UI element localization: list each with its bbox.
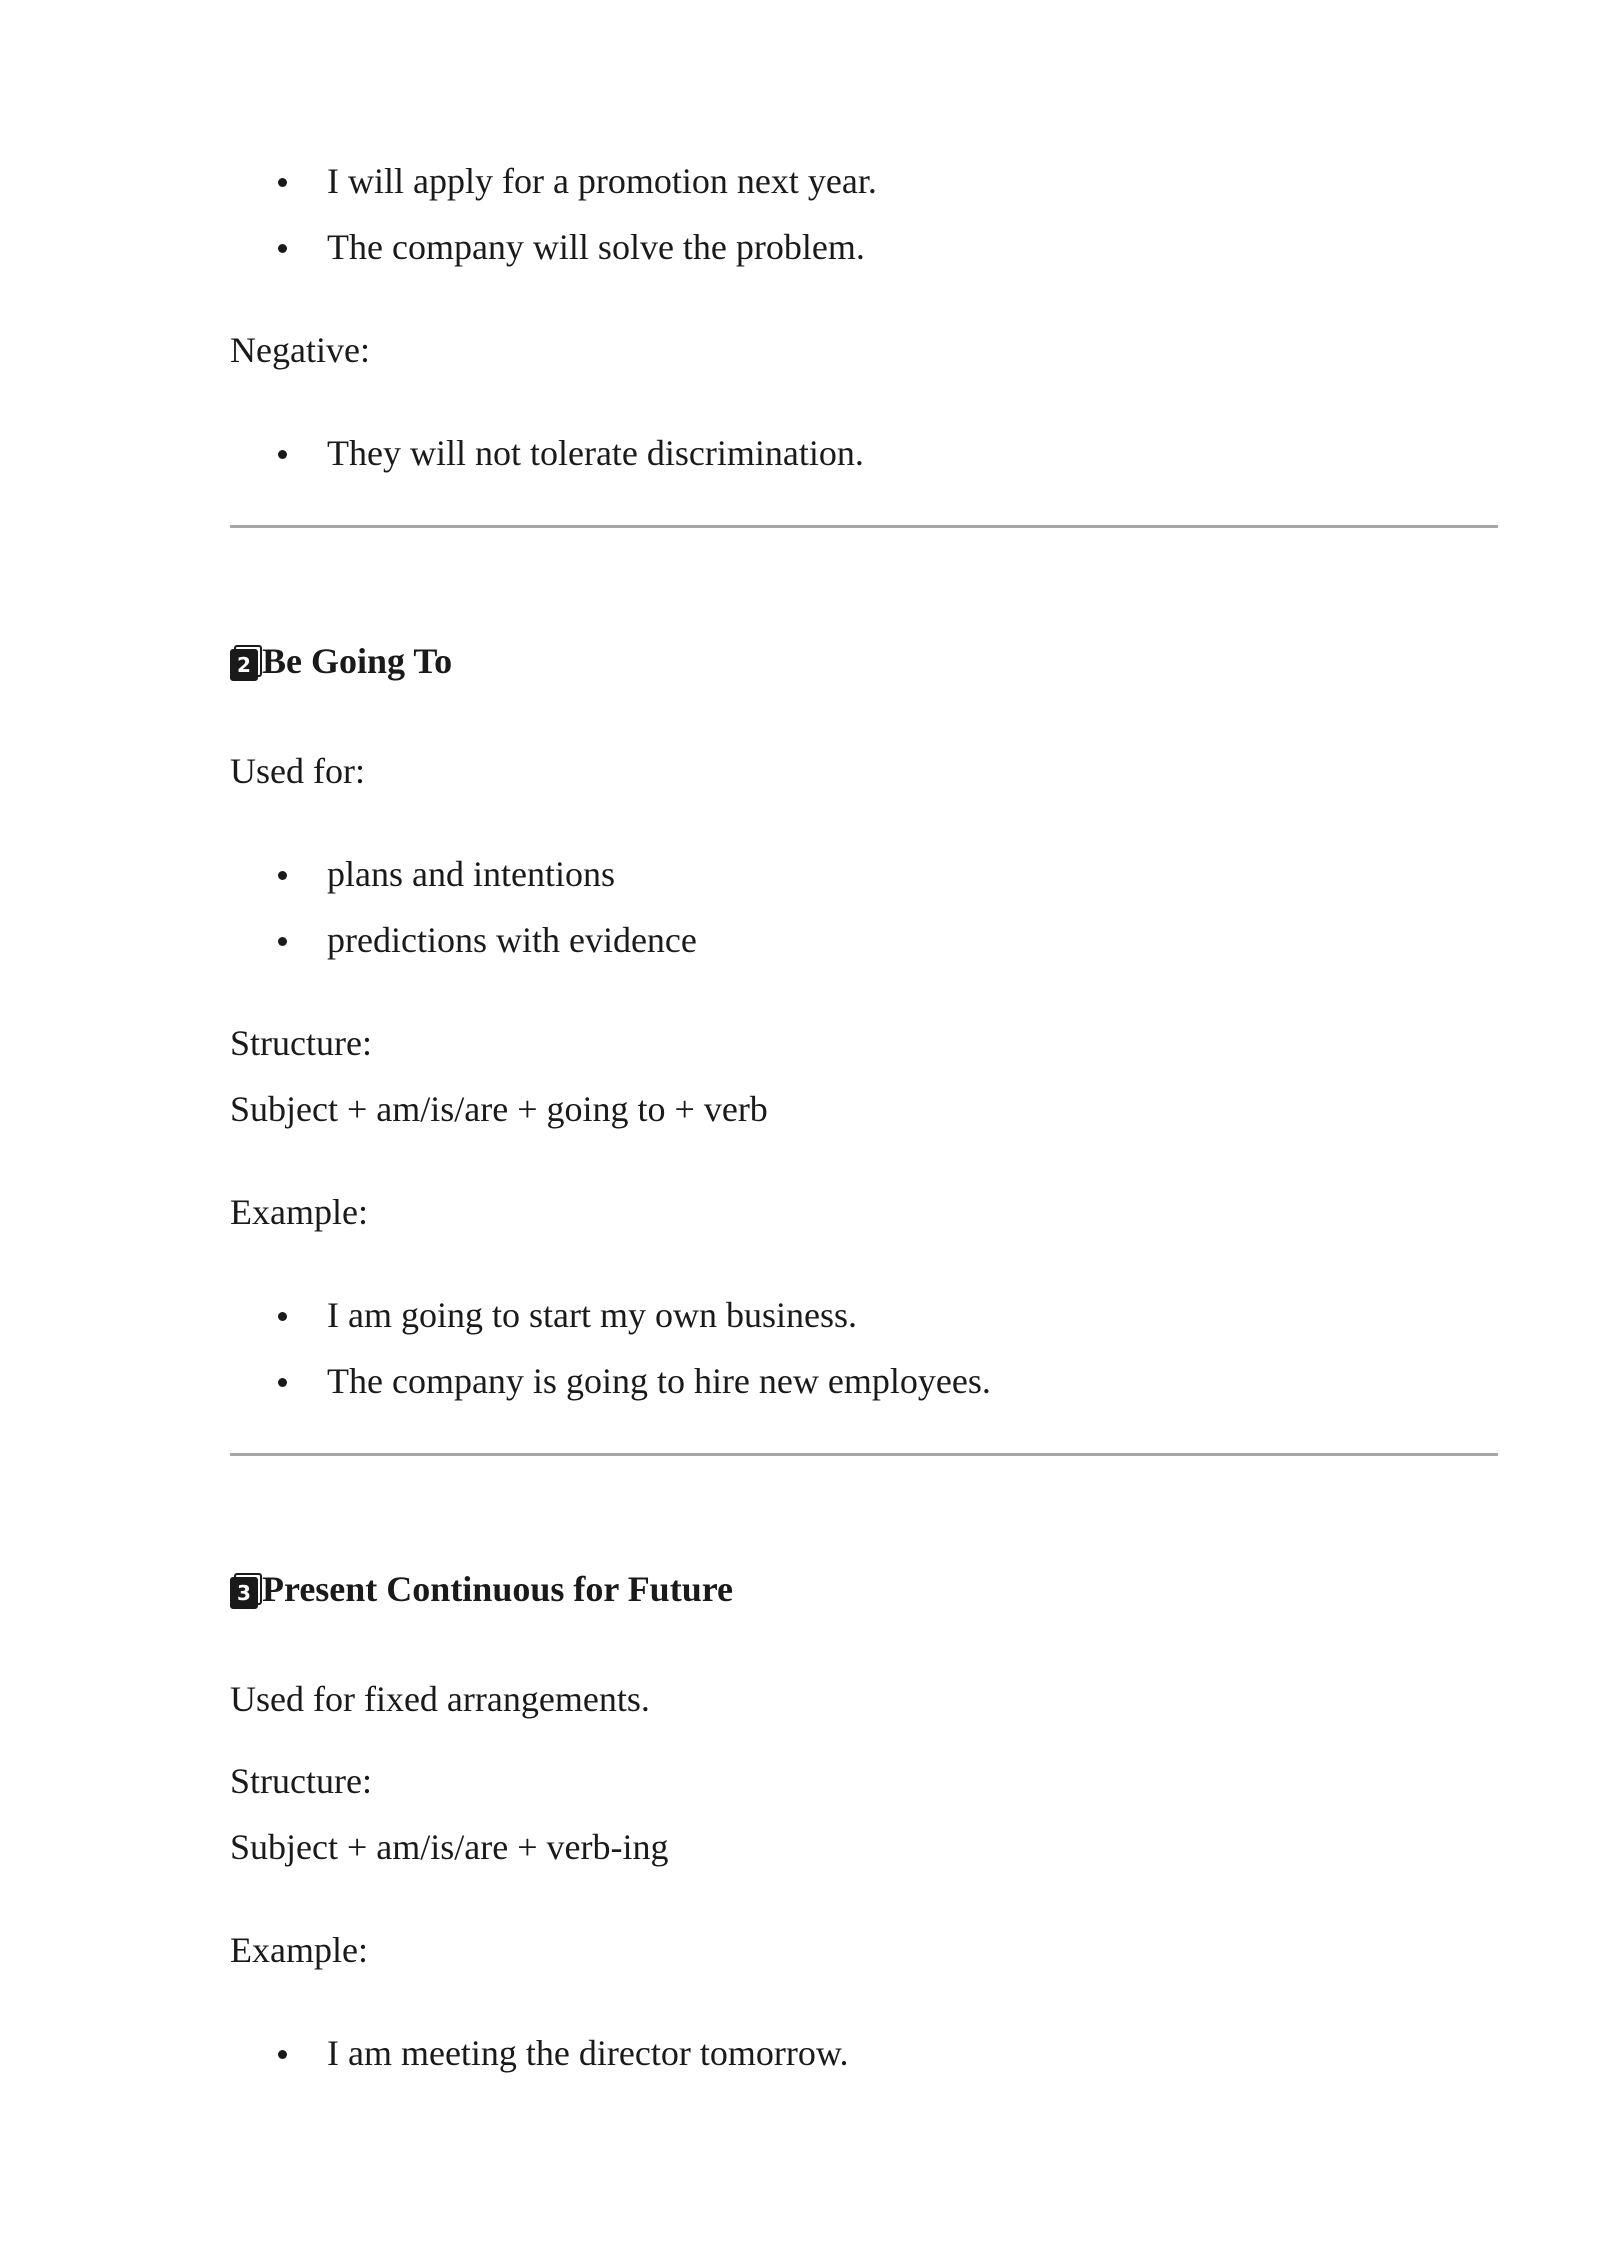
example-label: Example: [230,1192,368,1232]
section-heading-present-continuous [230,1556,1498,1622]
document-page [230,148,1498,2086]
description-text: Used for fixed arrangements. [230,1679,650,1719]
present-continuous-examples-list [230,2020,1498,2086]
used-for-label: Used for: [230,751,365,791]
will-negative-list [230,420,1498,486]
example-label: Example: [230,1930,368,1970]
list-item: They will not tolerate discrimination. [230,420,1498,486]
list-item: I am going to start my own business. [230,1282,1498,1348]
bullet-icon [278,178,287,187]
section-title: Present Continuous for Future [262,1569,734,1609]
list-item: predictions with evidence [230,907,1498,973]
uses-list [230,841,1498,973]
will-examples-list [230,148,1498,280]
bullet-icon [278,937,287,946]
bullet-icon [278,2050,287,2059]
negative-label: Negative: [230,330,370,370]
list-item: I am meeting the director tomorrow. [230,2020,1498,2086]
structure-label: Structure: [230,1761,372,1801]
keycap-number-icon: 2 [230,645,260,677]
bullet-icon [278,450,287,459]
be-going-to-examples-list [230,1282,1498,1414]
structure-formula: Subject + am/is/are + verb-ing [230,1827,669,1867]
list-item: I will apply for a promotion next year. [230,148,1498,214]
structure-formula: Subject + am/is/are + going to + verb [230,1089,768,1129]
section-heading-be-going-to [230,628,1498,694]
keycap-number-icon: 3 [230,1573,260,1605]
bullet-icon [278,1312,287,1321]
bullet-icon [278,244,287,253]
structure-label: Structure: [230,1023,372,1063]
section-title: Be Going To [262,641,453,681]
bullet-icon [278,871,287,880]
list-item: The company is going to hire new employees. [230,1348,1498,1414]
list-item: plans and intentions [230,841,1498,907]
bullet-icon [278,1378,287,1387]
list-item: The company will solve the problem. [230,214,1498,280]
